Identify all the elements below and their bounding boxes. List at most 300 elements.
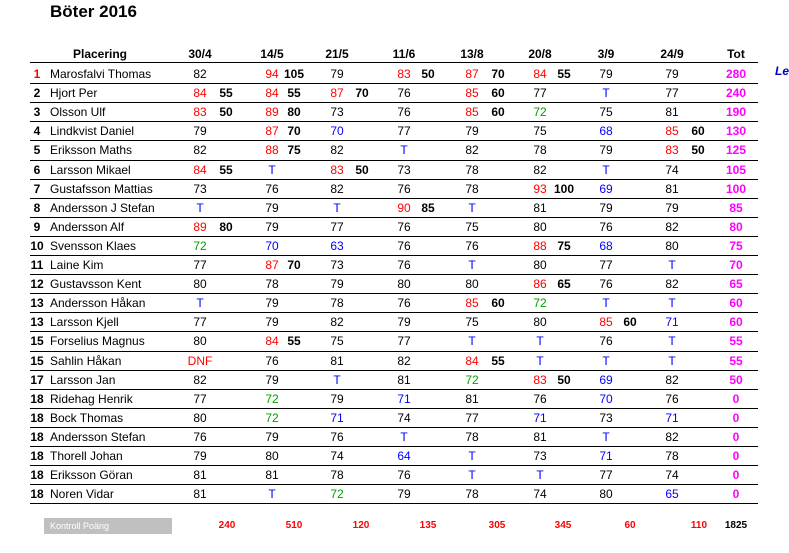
player-name: Bock Thomas: [50, 410, 124, 425]
score-cell: 81: [397, 372, 411, 387]
rank: 13: [30, 315, 44, 330]
rank: 15: [30, 334, 44, 349]
kontroll-value: 120: [352, 520, 370, 531]
header-date: 20/8: [528, 47, 552, 61]
score-cell: 74: [665, 162, 679, 177]
fine-cell: 55: [557, 67, 571, 81]
kontroll-value: 135: [419, 520, 437, 531]
fine-cell: 80: [219, 219, 233, 234]
table-row: [30, 447, 787, 465]
rank: 18: [30, 468, 44, 483]
score-cell: 68: [599, 238, 613, 253]
fine-cell: 70: [287, 124, 301, 139]
kontroll-value: 345: [554, 520, 572, 531]
score-cell: 82: [665, 429, 679, 444]
rank: 18: [30, 410, 44, 425]
score-cell: 72: [533, 105, 547, 120]
table-row: [30, 371, 787, 389]
total-cell: 80: [729, 219, 743, 234]
footer-row: [0, 518, 787, 538]
total-cell: 130: [725, 124, 747, 139]
table-row: [30, 313, 787, 331]
total-cell: 280: [725, 67, 747, 81]
score-cell: 75: [599, 105, 613, 120]
score-cell: T: [196, 200, 204, 215]
score-cell: 73: [330, 258, 344, 272]
header-date: 13/8: [460, 47, 484, 61]
score-cell: 74: [397, 410, 411, 425]
score-cell: 83: [665, 143, 679, 158]
fine-cell: 55: [287, 334, 301, 349]
score-cell: 72: [265, 410, 279, 425]
rank: 18: [30, 487, 44, 502]
rank: 4: [33, 124, 41, 139]
rank: 18: [30, 391, 44, 406]
score-cell: 78: [465, 181, 479, 196]
score-cell: 77: [397, 334, 411, 349]
score-cell: 73: [330, 105, 344, 120]
total-cell: 85: [729, 200, 743, 215]
score-cell: 80: [533, 219, 547, 234]
score-cell: 76: [533, 391, 547, 406]
score-cell: T: [536, 353, 544, 368]
score-cell: 79: [330, 391, 344, 406]
score-cell: 77: [397, 124, 411, 139]
rank: 18: [30, 449, 44, 463]
rank: 10: [30, 238, 44, 253]
score-cell: 80: [397, 277, 411, 292]
fine-cell: 55: [287, 86, 301, 101]
score-cell: 76: [330, 429, 344, 444]
score-cell: 85: [465, 296, 479, 311]
fine-cell: 75: [287, 143, 301, 158]
table-row: [30, 199, 787, 217]
fine-cell: 60: [491, 105, 505, 120]
score-cell: 69: [599, 181, 613, 196]
score-cell: 76: [397, 86, 411, 101]
score-cell: 77: [533, 86, 547, 101]
kontroll-value: 60: [624, 520, 636, 531]
table-row: [30, 256, 787, 274]
score-cell: T: [268, 487, 276, 502]
kontroll-total: 1825: [724, 520, 748, 531]
rank: 17: [30, 372, 44, 387]
table-row: [30, 485, 787, 503]
score-cell: 81: [533, 429, 547, 444]
score-cell: 73: [397, 162, 411, 177]
rank: 12: [30, 277, 44, 292]
player-name: Noren Vidar: [50, 487, 114, 502]
score-cell: 79: [330, 67, 344, 81]
player-name: Lindkvist Daniel: [50, 124, 135, 139]
page-title: Böter 2016: [50, 2, 137, 21]
score-cell: 78: [465, 429, 479, 444]
score-cell: 80: [193, 334, 207, 349]
player-name: Larsson Jan: [50, 372, 116, 387]
score-cell: 76: [397, 468, 411, 483]
score-cell: 76: [599, 334, 613, 349]
fine-cell: 105: [283, 67, 305, 81]
score-cell: 76: [397, 105, 411, 120]
score-cell: 82: [397, 353, 411, 368]
score-cell: 79: [265, 372, 279, 387]
player-name: Gustafsson Mattias: [50, 181, 153, 196]
score-cell: T: [333, 372, 341, 387]
player-name: Eriksson Maths: [50, 143, 133, 158]
score-cell: 73: [193, 181, 207, 196]
score-cell: 75: [465, 219, 479, 234]
table-row: [30, 466, 787, 484]
score-cell: 76: [193, 429, 207, 444]
player-name: Laine Kim: [50, 258, 104, 272]
score-cell: 72: [465, 372, 479, 387]
score-cell: 82: [465, 143, 479, 158]
total-cell: 60: [729, 315, 743, 330]
score-cell: 86: [533, 277, 547, 292]
header-placering: Placering: [72, 47, 128, 61]
score-cell: T: [468, 200, 476, 215]
table-row: [30, 294, 787, 312]
score-cell: 65: [665, 487, 679, 502]
score-cell: T: [668, 296, 676, 311]
score-cell: 81: [330, 353, 344, 368]
score-cell: 81: [465, 391, 479, 406]
score-cell: T: [268, 162, 276, 177]
header-date: 24/9: [660, 47, 684, 61]
score-cell: 78: [665, 449, 679, 463]
total-cell: 105: [725, 162, 747, 177]
score-cell: 79: [599, 143, 613, 158]
table-row: [30, 122, 787, 140]
score-cell: 74: [665, 468, 679, 483]
score-cell: 75: [465, 315, 479, 330]
score-cell: T: [602, 429, 610, 444]
fine-cell: 50: [355, 162, 369, 177]
score-cell: T: [668, 334, 676, 349]
header-date: 3/9: [597, 47, 615, 61]
score-cell: 79: [665, 67, 679, 81]
score-cell: 77: [665, 86, 679, 101]
score-cell: 76: [665, 391, 679, 406]
rank: 11: [30, 258, 44, 272]
score-cell: 82: [193, 372, 207, 387]
score-cell: T: [468, 468, 476, 483]
fine-cell: 85: [421, 200, 435, 215]
score-cell: 76: [397, 238, 411, 253]
score-cell: 80: [665, 238, 679, 253]
score-cell: 83: [533, 372, 547, 387]
score-cell: 81: [533, 200, 547, 215]
table-row: [30, 218, 787, 236]
score-cell: 70: [330, 124, 344, 139]
player-name: Andersson Håkan: [50, 296, 146, 311]
score-cell: 73: [599, 410, 613, 425]
fine-cell: 60: [623, 315, 637, 330]
rank: 2: [33, 86, 41, 101]
score-cell: 77: [599, 468, 613, 483]
total-cell: 0: [732, 449, 740, 463]
score-cell: T: [400, 429, 408, 444]
player-name: Olsson Ulf: [50, 105, 106, 120]
player-name: Sahlin Håkan: [50, 353, 122, 368]
header-date: 30/4: [188, 47, 212, 61]
score-cell: 81: [665, 105, 679, 120]
rank: 1: [33, 67, 41, 81]
player-name: Thorell Johan: [50, 449, 123, 463]
fine-cell: 60: [691, 124, 705, 139]
score-cell: 79: [265, 315, 279, 330]
player-name: Larsson Mikael: [50, 162, 131, 177]
table-row: [30, 180, 787, 198]
score-cell: 79: [193, 124, 207, 139]
kontroll-value: 510: [285, 520, 303, 531]
score-cell: 89: [193, 219, 207, 234]
score-cell: 70: [599, 391, 613, 406]
rank: 5: [33, 143, 41, 158]
score-cell: 71: [330, 410, 344, 425]
header-divider: [30, 62, 758, 63]
score-cell: 72: [533, 296, 547, 311]
score-cell: 80: [465, 277, 479, 292]
score-cell: 69: [599, 372, 613, 387]
score-cell: 83: [193, 105, 207, 120]
total-cell: 0: [732, 410, 740, 425]
score-cell: DNF: [187, 353, 213, 368]
score-cell: 82: [665, 277, 679, 292]
table-row: [30, 161, 787, 179]
score-cell: 74: [533, 487, 547, 502]
total-cell: 50: [729, 372, 743, 387]
score-cell: 76: [599, 219, 613, 234]
score-cell: 88: [265, 143, 279, 158]
score-cell: 87: [465, 67, 479, 81]
score-cell: 79: [265, 200, 279, 215]
total-cell: 0: [732, 487, 740, 502]
score-cell: T: [668, 258, 676, 272]
total-cell: 75: [729, 238, 743, 253]
score-cell: 79: [465, 124, 479, 139]
score-cell: 76: [465, 238, 479, 253]
score-cell: 84: [265, 86, 279, 101]
score-cell: 81: [665, 181, 679, 196]
score-cell: 80: [533, 315, 547, 330]
score-cell: 76: [599, 277, 613, 292]
total-cell: 190: [725, 105, 747, 120]
score-cell: T: [668, 353, 676, 368]
total-cell: 65: [729, 277, 743, 292]
score-cell: T: [196, 296, 204, 311]
side-text: Le: [775, 64, 789, 78]
fine-cell: 70: [355, 86, 369, 101]
total-cell: 70: [729, 258, 743, 272]
score-cell: 82: [330, 315, 344, 330]
table-row: [30, 352, 787, 370]
score-cell: 75: [330, 334, 344, 349]
score-cell: 76: [397, 219, 411, 234]
fine-cell: 70: [491, 67, 505, 81]
score-cell: T: [333, 200, 341, 215]
score-cell: 76: [265, 353, 279, 368]
rank: 15: [30, 353, 44, 368]
score-cell: 82: [665, 219, 679, 234]
score-cell: 68: [599, 124, 613, 139]
score-cell: 71: [665, 315, 679, 330]
score-cell: 82: [330, 143, 344, 158]
score-cell: 78: [465, 162, 479, 177]
player-name: Hjort Per: [50, 86, 98, 101]
total-cell: 55: [729, 353, 743, 368]
row-divider: [30, 503, 758, 504]
score-cell: 89: [265, 105, 279, 120]
score-cell: T: [468, 334, 476, 349]
score-cell: 78: [465, 487, 479, 502]
score-cell: 77: [193, 315, 207, 330]
rank: 18: [30, 429, 44, 444]
score-cell: 88: [533, 238, 547, 253]
score-cell: 82: [665, 372, 679, 387]
fine-cell: 55: [491, 353, 505, 368]
fine-cell: 75: [557, 238, 571, 253]
player-name: Larsson Kjell: [50, 315, 119, 330]
player-name: Svensson Klaes: [50, 238, 137, 253]
fine-cell: 50: [219, 105, 233, 120]
score-cell: 79: [397, 315, 411, 330]
score-cell: T: [602, 296, 610, 311]
score-cell: 79: [599, 200, 613, 215]
kontroll-label: Kontroll Poäng: [44, 518, 172, 534]
kontroll-value: 240: [218, 520, 236, 531]
score-cell: 81: [193, 487, 207, 502]
score-cell: 84: [193, 86, 207, 101]
score-cell: 76: [397, 296, 411, 311]
score-cell: 80: [599, 487, 613, 502]
score-cell: 82: [193, 67, 207, 81]
fine-cell: 65: [557, 277, 571, 292]
score-cell: 84: [465, 353, 479, 368]
fine-cell: 100: [553, 181, 575, 196]
player-name: Andersson J Stefan: [50, 200, 155, 215]
score-cell: 87: [330, 86, 344, 101]
table-row: [30, 141, 787, 159]
score-cell: 93: [533, 181, 547, 196]
header-date: 21/5: [325, 47, 349, 61]
score-cell: T: [468, 449, 476, 463]
table-row: [30, 409, 787, 427]
rank: 3: [33, 105, 41, 120]
total-cell: 60: [729, 296, 743, 311]
score-cell: 76: [397, 258, 411, 272]
table-row: [30, 65, 787, 83]
table-row: [30, 84, 787, 102]
score-cell: 85: [599, 315, 613, 330]
score-cell: 78: [330, 468, 344, 483]
kontroll-value: 110: [690, 520, 708, 531]
score-cell: 79: [265, 219, 279, 234]
score-cell: 63: [330, 238, 344, 253]
player-name: Eriksson Göran: [50, 468, 133, 483]
header-date: 14/5: [260, 47, 284, 61]
score-cell: 76: [265, 181, 279, 196]
fine-cell: 55: [219, 86, 233, 101]
table-row: [30, 332, 787, 350]
score-cell: 78: [330, 296, 344, 311]
score-cell: 85: [665, 124, 679, 139]
score-cell: T: [400, 143, 408, 158]
score-cell: 77: [330, 219, 344, 234]
score-cell: 77: [193, 391, 207, 406]
score-cell: T: [602, 353, 610, 368]
fine-cell: 60: [491, 86, 505, 101]
fine-cell: 50: [691, 143, 705, 158]
player-name: Andersson Alf: [50, 219, 125, 234]
player-name: Ridehag Henrik: [50, 391, 133, 406]
score-cell: 82: [533, 162, 547, 177]
score-cell: 90: [397, 200, 411, 215]
fine-cell: 60: [491, 296, 505, 311]
total-cell: 0: [732, 429, 740, 444]
score-cell: 72: [193, 238, 207, 253]
score-cell: 85: [465, 86, 479, 101]
score-cell: 84: [265, 334, 279, 349]
score-cell: 77: [599, 258, 613, 272]
table-row: [30, 237, 787, 255]
rank: 7: [33, 181, 41, 196]
fine-cell: 55: [219, 162, 233, 177]
score-cell: 64: [397, 449, 411, 463]
score-cell: 79: [265, 296, 279, 311]
score-cell: 81: [193, 468, 207, 483]
score-cell: T: [536, 334, 544, 349]
score-cell: 94: [265, 67, 279, 81]
score-cell: 83: [397, 67, 411, 81]
score-cell: 79: [330, 277, 344, 292]
score-cell: 79: [599, 67, 613, 81]
score-cell: T: [536, 468, 544, 483]
score-cell: 79: [665, 200, 679, 215]
rank: 9: [33, 219, 41, 234]
score-cell: 87: [265, 258, 279, 272]
player-name: Gustavsson Kent: [50, 277, 142, 292]
header-tot: Tot: [727, 47, 745, 61]
score-cell: 75: [533, 124, 547, 139]
fine-cell: 50: [557, 372, 571, 387]
score-cell: 71: [599, 449, 613, 463]
player-name: Forselius Magnus: [50, 334, 145, 349]
score-cell: T: [602, 86, 610, 101]
score-cell: 84: [193, 162, 207, 177]
score-cell: 79: [265, 429, 279, 444]
rank: 13: [30, 296, 44, 311]
score-cell: 70: [265, 238, 279, 253]
score-cell: 80: [193, 410, 207, 425]
total-cell: 100: [725, 181, 747, 196]
score-cell: 78: [533, 143, 547, 158]
score-cell: 73: [533, 449, 547, 463]
score-cell: 71: [533, 410, 547, 425]
score-cell: T: [468, 258, 476, 272]
score-cell: 79: [193, 449, 207, 463]
rank: 6: [33, 162, 41, 177]
total-cell: 240: [725, 86, 747, 101]
fine-cell: 70: [287, 258, 301, 272]
fine-cell: 80: [287, 105, 301, 120]
table-row: [30, 390, 787, 408]
table-row: [30, 103, 787, 121]
table-row: [30, 275, 787, 293]
score-cell: 71: [665, 410, 679, 425]
total-cell: 0: [732, 468, 740, 483]
total-cell: 55: [729, 334, 743, 349]
